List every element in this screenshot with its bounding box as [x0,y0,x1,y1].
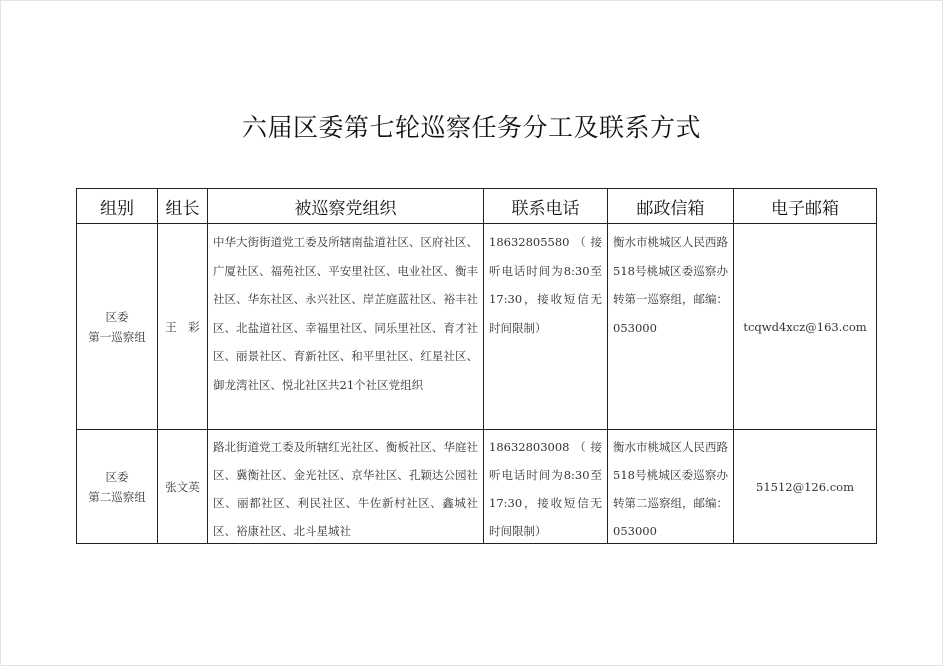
header-postbox: 邮政信箱 [608,189,734,224]
orgs-text: 中华大街街道党工委及所辖南盐道社区、区府社区、广厦社区、福苑社区、平安里社区、电业社区、衡丰社区、华东社区、永兴社区、岸芷庭蓝社区、裕丰社区、北盐道社区、幸福里社区、同乐里社区、育才社区、丽景社区、育新社区、和平里社区、红星社区、御龙湾社区、悦北社区共21个社区党组织 [213,235,478,392]
phone-cell [484,224,608,430]
group-line1: 区委 [105,469,129,484]
postbox-text: 衡水市桃城区人民西路518号桃城区委巡察办转第二巡察组，邮编：053000 [613,440,728,538]
table-row [77,224,877,430]
group-cell [77,430,158,544]
orgs-cell [208,224,484,430]
orgs-text: 路北街道党工委及所辖红光社区、衡板社区、华庭社区、冀衡社区、金光社区、京华社区、孔颖达公园社区、丽都社区、利民社区、牛佐新村社区、鑫城社区、裕康社区、北斗星城社 [213,440,478,538]
email-cell: 51512@126.com [734,430,877,544]
document-title: 六届区委第七轮巡察任务分工及联系方式 [241,113,701,142]
phone-cell [484,430,608,544]
group-cell [77,224,158,430]
header-orgs: 被巡察党组织 [208,189,484,224]
header-group: 组别 [77,189,158,224]
group-line2: 第一巡察组 [88,329,146,344]
group-line2: 第二巡察组 [88,489,146,504]
header-email: 电子邮箱 [734,189,877,224]
leader-cell: 王 彩 [158,224,208,430]
orgs-cell [208,430,484,544]
assignment-table [76,188,877,544]
phone-text: 18632803008（接听电话时间为8:30至17:30，接收短信无时间限制） [489,440,602,538]
postbox-text: 衡水市桃城区人民西路518号桃城区委巡察办转第一巡察组，邮编：053000 [613,235,728,335]
header-phone: 联系电话 [484,189,608,224]
table-row [77,430,877,544]
postbox-cell [608,224,734,430]
phone-text: 18632805580（接听电话时间为8:30至17:30，接收短信无时间限制） [489,235,602,335]
email-cell: tcqwd4xcz@163.com [734,224,877,430]
header-leader: 组长 [158,189,208,224]
leader-cell: 张文英 [158,430,208,544]
postbox-cell [608,430,734,544]
table-header-row [77,189,877,224]
group-line1: 区委 [105,309,129,324]
